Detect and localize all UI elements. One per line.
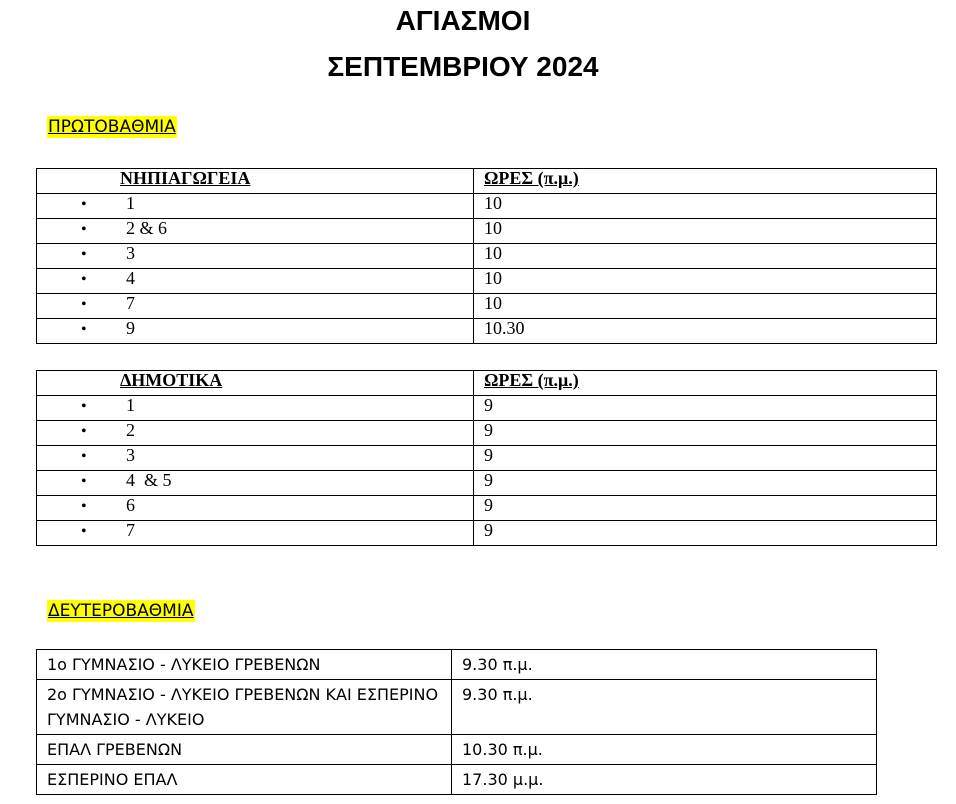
bullet-icon <box>37 496 126 516</box>
table-header-row <box>37 371 937 396</box>
time-cell: 10 <box>474 244 937 269</box>
bullet-icon <box>37 319 126 339</box>
secondary-table <box>36 649 877 795</box>
table-row <box>37 244 937 269</box>
kindergartens-table <box>36 168 937 344</box>
school-name: 9 <box>126 318 135 338</box>
school-name: 2 <box>126 420 135 440</box>
school-name: ΕΣΠΕΡΙΝΟ ΕΠΑΛ <box>37 765 452 795</box>
elementary-table <box>36 370 937 546</box>
school-name: 3 <box>126 445 135 465</box>
school-name: 4 & 5 <box>126 470 172 490</box>
table-header-row <box>37 169 937 194</box>
table-row <box>37 421 937 446</box>
bullet-icon <box>37 396 126 416</box>
bullet-icon <box>37 421 126 441</box>
time-cell: 10.30 <box>474 319 937 344</box>
school-name: 1 <box>126 395 135 415</box>
bullet-icon <box>37 294 126 314</box>
school-name: 2ο ΓΥΜΝΑΣΙΟ - ΛΥΚΕΙΟ ΓΡΕΒΕΝΩΝ ΚΑΙ ΕΣΠΕΡΙΝΟ ΓΥΜΝΑΣΙΟ - ΛΥΚΕΙΟ <box>37 680 452 735</box>
time-cell: 10 <box>474 294 937 319</box>
section-label-secondary: ΔΕΥΤΕΡΟΒΑΘΜΙΑ <box>48 601 194 621</box>
table-row <box>37 765 877 795</box>
time-cell: 9 <box>474 521 937 546</box>
bullet-icon <box>37 471 126 491</box>
bullet-icon <box>37 194 126 214</box>
table-row <box>37 219 937 244</box>
time-cell: 9 <box>474 421 937 446</box>
school-name: 7 <box>126 293 135 313</box>
table-row <box>37 471 937 496</box>
time-cell: 17.30 μ.μ. <box>452 765 877 795</box>
table-row <box>37 496 937 521</box>
hours-header: ΩΡΕΣ (π.μ.) <box>484 168 579 188</box>
bullet-icon <box>37 244 126 264</box>
school-name: 6 <box>126 495 135 515</box>
time-cell: 10 <box>474 194 937 219</box>
table-row <box>37 319 937 344</box>
table-row <box>37 194 937 219</box>
bullet-icon <box>37 446 126 466</box>
bullet-icon <box>37 269 126 289</box>
school-name: 4 <box>126 268 135 288</box>
table-row <box>37 650 877 680</box>
table-row <box>37 294 937 319</box>
school-name: 1 <box>126 193 135 213</box>
bullet-icon <box>37 219 126 239</box>
table-row <box>37 680 877 735</box>
table-row <box>37 396 937 421</box>
school-name: 1ο ΓΥΜΝΑΣΙΟ - ΛΥΚΕΙΟ ΓΡΕΒΕΝΩΝ <box>37 650 452 680</box>
school-name: 2 & 6 <box>126 218 168 238</box>
school-name: ΕΠΑΛ ΓΡΕΒΕΝΩΝ <box>37 735 452 765</box>
time-cell: 9 <box>474 496 937 521</box>
elementary-header: ΔΗΜΟΤΙΚΑ <box>120 370 223 390</box>
time-cell: 9 <box>474 471 937 496</box>
time-cell: 9 <box>474 446 937 471</box>
bullet-icon <box>37 521 126 541</box>
school-name: 3 <box>126 243 135 263</box>
table-row <box>37 269 937 294</box>
page-title-line1: ΑΓΙΑΣΜΟΙ <box>395 5 531 36</box>
time-cell: 9.30 π.μ. <box>452 650 877 680</box>
section-label-primary: ΠΡΩΤΟΒΑΘΜΙΑ <box>48 117 176 137</box>
time-cell: 9 <box>474 396 937 421</box>
time-cell: 9.30 π.μ. <box>452 680 877 735</box>
table-row <box>37 735 877 765</box>
table-row <box>37 521 937 546</box>
hours-header: ΩΡΕΣ (π.μ.) <box>484 370 579 390</box>
kindergartens-header: ΝΗΠΙΑΓΩΓΕΙΑ <box>120 168 251 188</box>
time-cell: 10 <box>474 269 937 294</box>
page-title-line2: ΣΕΠΤΕΜΒΡΙΟΥ 2024 <box>327 51 599 82</box>
time-cell: 10.30 π.μ. <box>452 735 877 765</box>
school-name: 7 <box>126 520 135 540</box>
table-row <box>37 446 937 471</box>
time-cell: 10 <box>474 219 937 244</box>
